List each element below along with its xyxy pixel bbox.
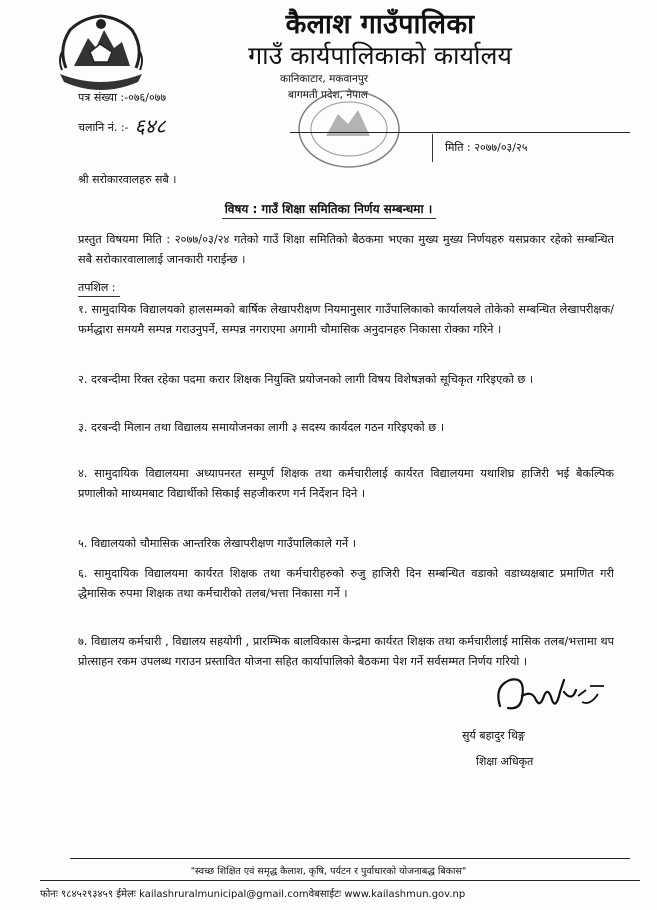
- decision-point-6: ६. सामुदायिक विद्यालयमा कार्यरत शिक्षक तथा कर्मचारीहरुको रुजु हाजिरी दिन सम्बन्धित वडाको वडाध्यक्षबाट प्रमाणित गरी द्धैमासिक रुपमा शिक्षक तथा कर्मचारीको तलब/भत्ता निकासा गर्ने ।: [78, 567, 614, 600]
- address-line-2: बागमती प्रदेश, नेपाल: [288, 89, 368, 101]
- address-line-1: कानिकाटार, मकवानपुर: [280, 73, 369, 85]
- salutation: श्री सरोकारवालहरु सबै ।: [78, 173, 177, 186]
- decision-point-7: ७. विद्यालय कर्मचारी , विद्यालय सहयोगी , प्रारम्भिक बालविकास केन्द्रमा कार्यरत शिक्षक तथा कर्मचारीलाई मासिक तलब/भत्तामा थप प्रोत्साहन रकम उपलब्ध गराउन प्रस्तावित योजना सहित कार्यापालिको बैठकमा पेश गर्ने सर्वसम्मत निर्णय गरियो ।: [78, 635, 614, 668]
- date-label: मिति :: [445, 141, 471, 154]
- footer-motto: "स्वच्छ शिक्षित एवं समृद्ध कैलाश, कृषि, पर्यटन र पुर्वाधारको योजनाबद्ध बिकास": [190, 866, 467, 877]
- dispatch-number-value: ६४८: [134, 114, 166, 138]
- handwritten-signature: [486, 666, 616, 726]
- office-stamp: [290, 84, 408, 174]
- subject-underline: [222, 218, 436, 219]
- date-value: २०७७/०३/२५: [474, 141, 528, 154]
- signer-designation: शिक्षा अधिकृत: [476, 755, 534, 768]
- dispatch-number-label: चलानि नं. :-: [78, 121, 129, 134]
- details-heading: तपशिल :: [78, 281, 116, 294]
- letter-number: [78, 90, 166, 105]
- footer-contact: फोनः ९८४५२९३४५९ ईमेलः kailashruralmunicipal@gmail.comवेबसाईटः www.kailashmun.gov.np: [40, 889, 466, 900]
- dispatch-number: [78, 110, 166, 137]
- footer-divider-bottom: [40, 880, 640, 881]
- decision-point-4: ४. सामुदायिक विद्यालयमा अध्यापनरत सम्पूर्ण शिक्षक तथा कर्मचारीलाई कार्यरत विद्यालयमा यथाशिघ्र हाजिरी भई बैकल्पिक प्रणालीको माध्यमबाट विद्यार्थीको सिकाई सहजीकरण गर्न निर्देशन दिने ।: [78, 467, 614, 500]
- organization-name: कैलाश गाउँपालिका: [285, 9, 475, 40]
- letter-number-label: पत्र संख्या :-: [78, 91, 129, 104]
- decision-point-3: ३. दरबन्दी मिलान तथा विद्यालय समायोजनका लागी ३ सदस्य कार्यदल गठन गरिइएको छ ।: [78, 421, 445, 434]
- signer-name: सुर्य बहादुर थिङ्ग: [462, 729, 525, 742]
- office-name: गाउँ कार्यपालिकाको कार्यालय: [248, 41, 512, 70]
- footer-divider-top: [70, 858, 630, 859]
- decision-point-2: २. दरबन्दीमा रिक्त रहेका पदमा करार शिक्षक नियुक्ति प्रयोजनको लागी विषय विशेषज्ञको सूचिकृत गरिइएको छ ।: [78, 373, 534, 386]
- details-heading-underline: [78, 296, 120, 297]
- nepal-emblem-logo: [52, 8, 150, 98]
- header-divider: [290, 132, 630, 133]
- letter-number-value: ०७६/०७७: [128, 91, 167, 104]
- intro-paragraph: प्रस्तुत विषयमा मिति : २०७७/०३/२४ गतेको गाउँ शिक्षा समितिको बैठकमा भएका मुख्य मुख्य निर्णयहरु यसप्रकार रहेको सम्बन्धित सबै सरोकारवालालाई जानकारी गराईन्छ ।: [78, 233, 614, 266]
- date-divider: [432, 134, 433, 162]
- subject-line: विषय : गाउँ शिक्षा समितिका निर्णय सम्बन्धमा ।: [224, 202, 433, 216]
- decision-point-5: ५. विद्यालयको चौमासिक आन्तरिक लेखापरीक्षण गाउँपालिकाले गर्ने ।: [78, 537, 357, 550]
- letter-date: [445, 140, 527, 155]
- decision-point-1: १. सामुदायिक विद्यालयको हालसम्मको बार्षिक लेखापरीक्षण नियमानुसार गाउँपालिकाको कार्यालयले तोकेको सम्बन्धित लेखापरीक्षक/फर्मद्धारा समयमै सम्पन्न गराउनुपर्ने, सम्पन्न नगराएमा अगामी चौमासिक अनुदानहरु निकासा रोक्का गरिने ।: [78, 303, 614, 336]
